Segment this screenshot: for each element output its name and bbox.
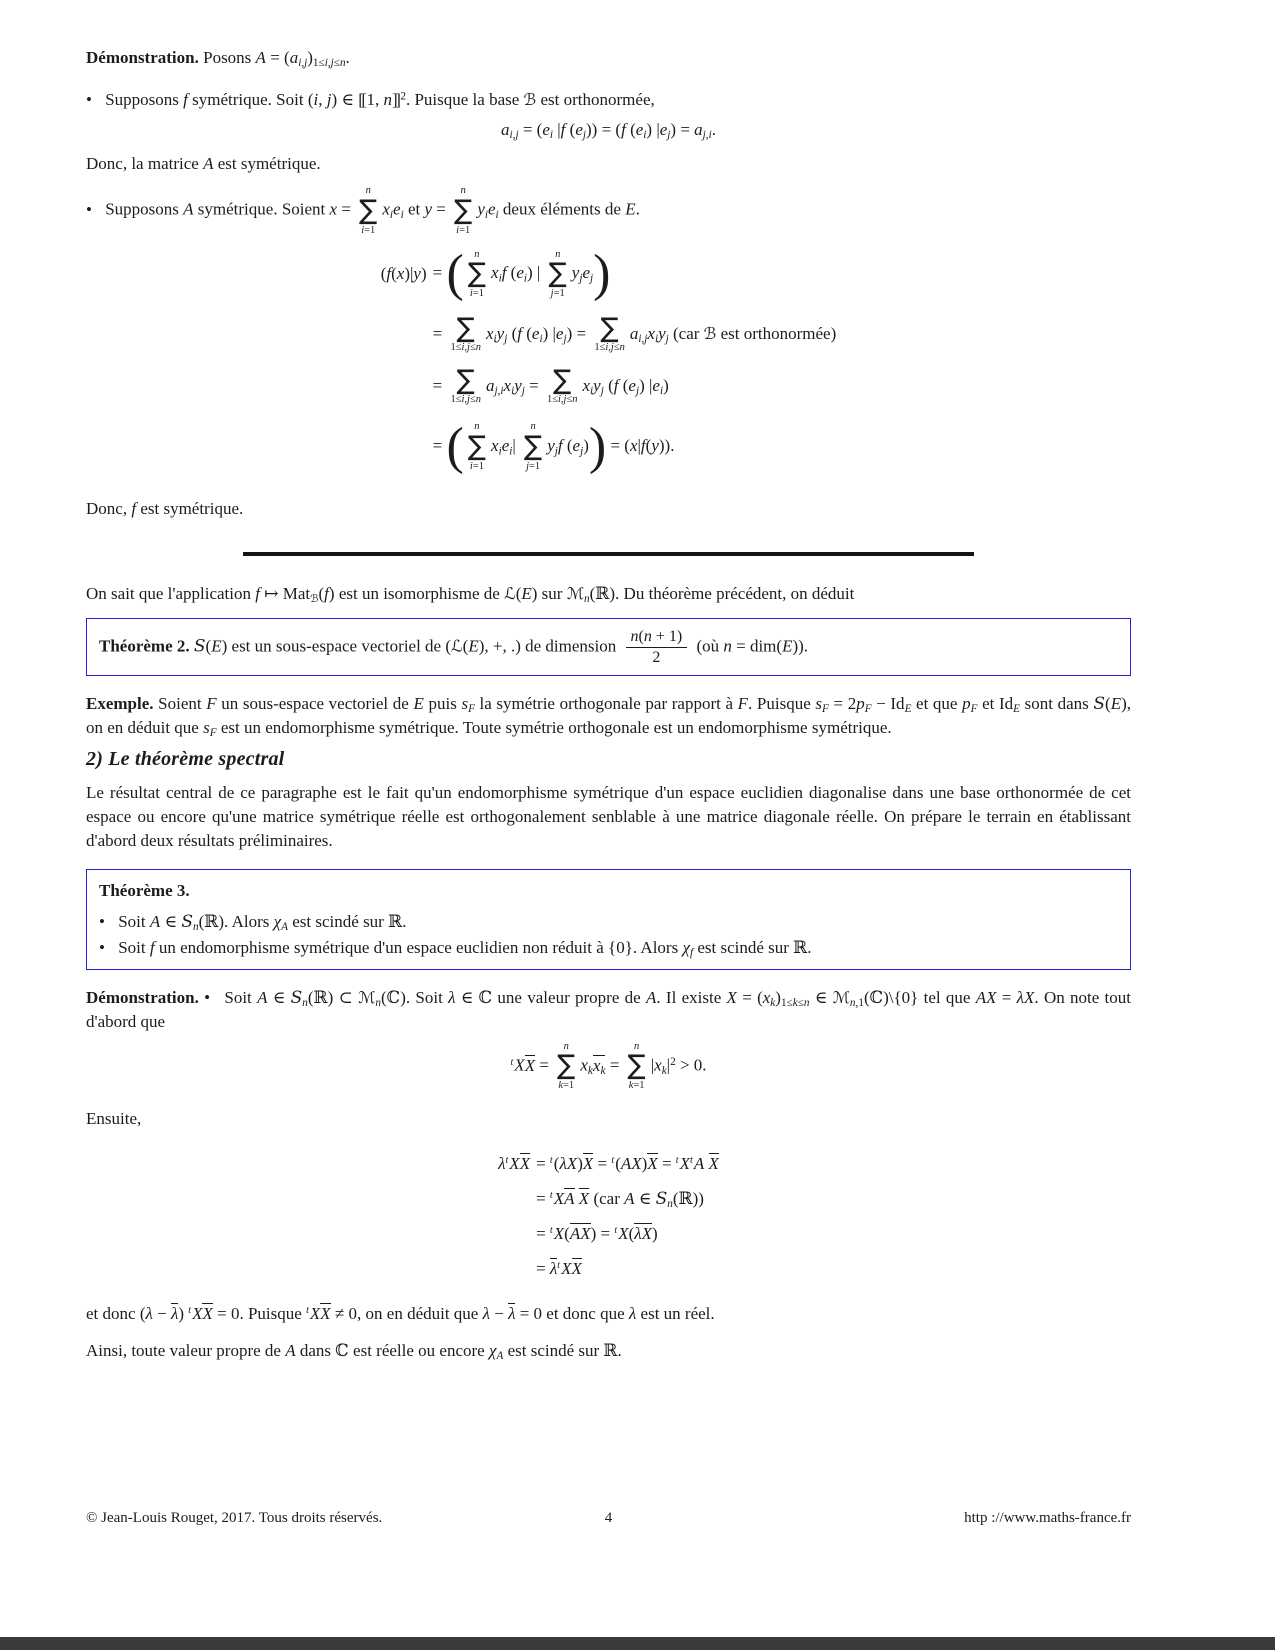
et-donc-paragraph: et donc (λ − λ) $^t$XX = 0. Puisque $^t$XX ≠ 0, on en déduit que λ − λ = 0 et donc que λ est un réel.	[86, 1303, 715, 1323]
theoreme-3-bullet-1: • Soit A ∈ $S_n(ℝ)$. Alors $\chi_A$ est scindé sur ℝ.	[99, 912, 407, 934]
on-sait-paragraph: On sait que l'application f ↦ Mat$_ℬ$(f) est un isomorphisme de ℒ(E) sur ℳ$_n$(ℝ). Du théorème précédent, on déduit	[86, 583, 855, 605]
derivation-row	[381, 413, 837, 482]
equation-lhs: (f(x)|y)	[380, 264, 427, 284]
demonstration-1-intro: Démonstration. Posons $A = (a_{i,j})_{1\le i,j\le n}$.	[86, 48, 350, 70]
theoreme-3-bullet-2: • Soit f un endomorphisme symétrique d'un espace euclidien non réduit à {0}. Alors $\chi_f$ est scindé sur ℝ.	[99, 938, 812, 960]
equation-lhs	[498, 1216, 532, 1251]
derivation-row	[498, 1181, 719, 1216]
spectral-intro-paragraph: Le résultat central de ce paragraphe est le fait qu'un endomorphisme symétrique d'un espace euclidien diagonalise dans une base orthonormée de cet espace ou encore qu'une matrice symétrique réelle est orthogonalement senblable à une matrice diagonale réelle. On prépare le terrain en établissant d'abord deux résultats préliminaires.	[86, 782, 1131, 851]
theoreme-3-box	[86, 869, 1131, 969]
equation-lhs	[381, 309, 429, 361]
footer-copyright: © Jean-Louis Rouget, 2017. Tous droits réservés.	[86, 1510, 383, 1526]
theoreme-3-title: Théorème 3.	[99, 881, 190, 901]
equation-rhs: = $^t(\lambda X)X = ^t(AX)X = ^tX^tA$ X	[536, 1153, 719, 1173]
bullet-supposons-A: • Supposons A symétrique. Soient x = n ∑ i=1 $x_ie_i$ et y = n ∑ i=1 $y_ie_i$ deux éléments de E.	[86, 185, 640, 236]
equation-rhs: = ( n ∑ i=1 $x_ie_i|$ n ∑ j=1 $y_jf$ $(e_j)) = (x|f(y))$.	[432, 417, 675, 475]
equation-lhs	[498, 1251, 532, 1286]
demonstration-2-intro: Démonstration. • Soit A ∈ $S_n(ℝ)$ ⊂ ℳ$_n$(ℂ). Soit λ ∈ ℂ une valeur propre de A. Il existe $X = (x_k)_{1\le k\le n}$ ∈ ℳ$_{n,1}$(ℂ)\{0} tel que AX = λX. On note tout d'abord que	[86, 987, 1131, 1031]
equation-rhs: = $^t$X(AX) = $^t$X(λX)	[536, 1223, 658, 1243]
bullet-supposons-f: • Supposons f symétrique. Soit (i, j) ∈ [[ 1, n]] $^2$. Puisque la base ℬ est orthonormée,	[86, 90, 655, 110]
derivation-row	[381, 309, 837, 361]
theoreme-2-text: Théorème 2. S(E) est un sous-espace vectoriel de (ℒ(E), +, .) de dimension $\frac{n(n + 1)}{2}$ (où n = dim(E)).	[99, 627, 809, 666]
demonstration-end-rule	[243, 552, 975, 556]
derivation-row	[381, 240, 837, 309]
ainsi-paragraph: Ainsi, toute valeur propre de A dans ℂ est réelle ou encore $\chi_A$ est scindé sur ℝ.	[86, 1340, 622, 1362]
equation-lhs	[381, 361, 429, 413]
derivation-lambda	[498, 1146, 719, 1286]
equation-txxbar: $^t$XX = n ∑ k=1 $x_kx_k$ = n ∑ k=1 $|x_k|^2 > 0$.	[510, 1040, 707, 1091]
equation-rhs: = ∑ 1≤i,j≤n $a_{j,i}x_iy_j$ = ∑ 1≤i,j≤n $x_iy_j$ (f $(e_j)$ $|e_i$)	[432, 364, 669, 406]
equation-lhs	[381, 413, 429, 482]
equation-rhs: = ∑ 1≤i,j≤n $x_iy_j$ (f $(e_i) |e_j$) = ∑ 1≤i,j≤n $a_{i,j}x_iy_j$ (car ℬ est orthonormée)	[432, 312, 837, 354]
ensuite-line: Ensuite,	[86, 1109, 142, 1129]
derivation-row	[498, 1216, 719, 1251]
page-footer	[86, 1510, 1131, 1527]
equation-lhs	[498, 1181, 532, 1216]
theoreme-2-box	[86, 618, 1131, 676]
window-bottom-edge	[0, 1637, 1275, 1650]
derivation-row	[498, 1251, 719, 1286]
equation-rhs: = $^t$XA X (car A ∈ $S_n(ℝ)$)	[536, 1188, 704, 1210]
page-number: 4	[604, 1510, 613, 1526]
donc-f-symetrique: Donc, f est symétrique.	[86, 499, 244, 519]
equation-rhs: = ( n ∑ i=1 $x_if$ $(e_i)$ | n ∑ j=1 $y_je_j$)	[432, 245, 611, 303]
exemple-paragraph: Exemple. Soient F un sous-espace vectoriel de E puis $s_F$ la symétrie orthogonale par rapport à F. Puisque $s_F = 2p_F - Id_E$ et que $p_F$ et $Id_E$ sont dans S(E), on en déduit que $s_F$ est un endomorphisme symétrique. Toute symétrie orthogonale est un endomorphisme symétrique.	[86, 693, 1132, 739]
section-2-heading: 2) Le théorème spectral	[86, 747, 285, 770]
derivation-fx-y	[381, 240, 837, 481]
footer-url: http ://www.maths-france.fr	[964, 1510, 1131, 1526]
equation-a-ij: $a_{i,j} = (e_i$ |f $(e_j)) = (f$ $(e_i) |e_j) = a_{j,i}$.	[501, 120, 716, 142]
donc-matrice-symetrique: Donc, la matrice A est symétrique.	[86, 154, 321, 174]
equation-lhs: $\lambda^tXX$	[498, 1153, 531, 1173]
derivation-row	[498, 1146, 719, 1181]
derivation-row	[381, 361, 837, 413]
equation-rhs: = $\lambda^tXX$	[536, 1258, 582, 1278]
